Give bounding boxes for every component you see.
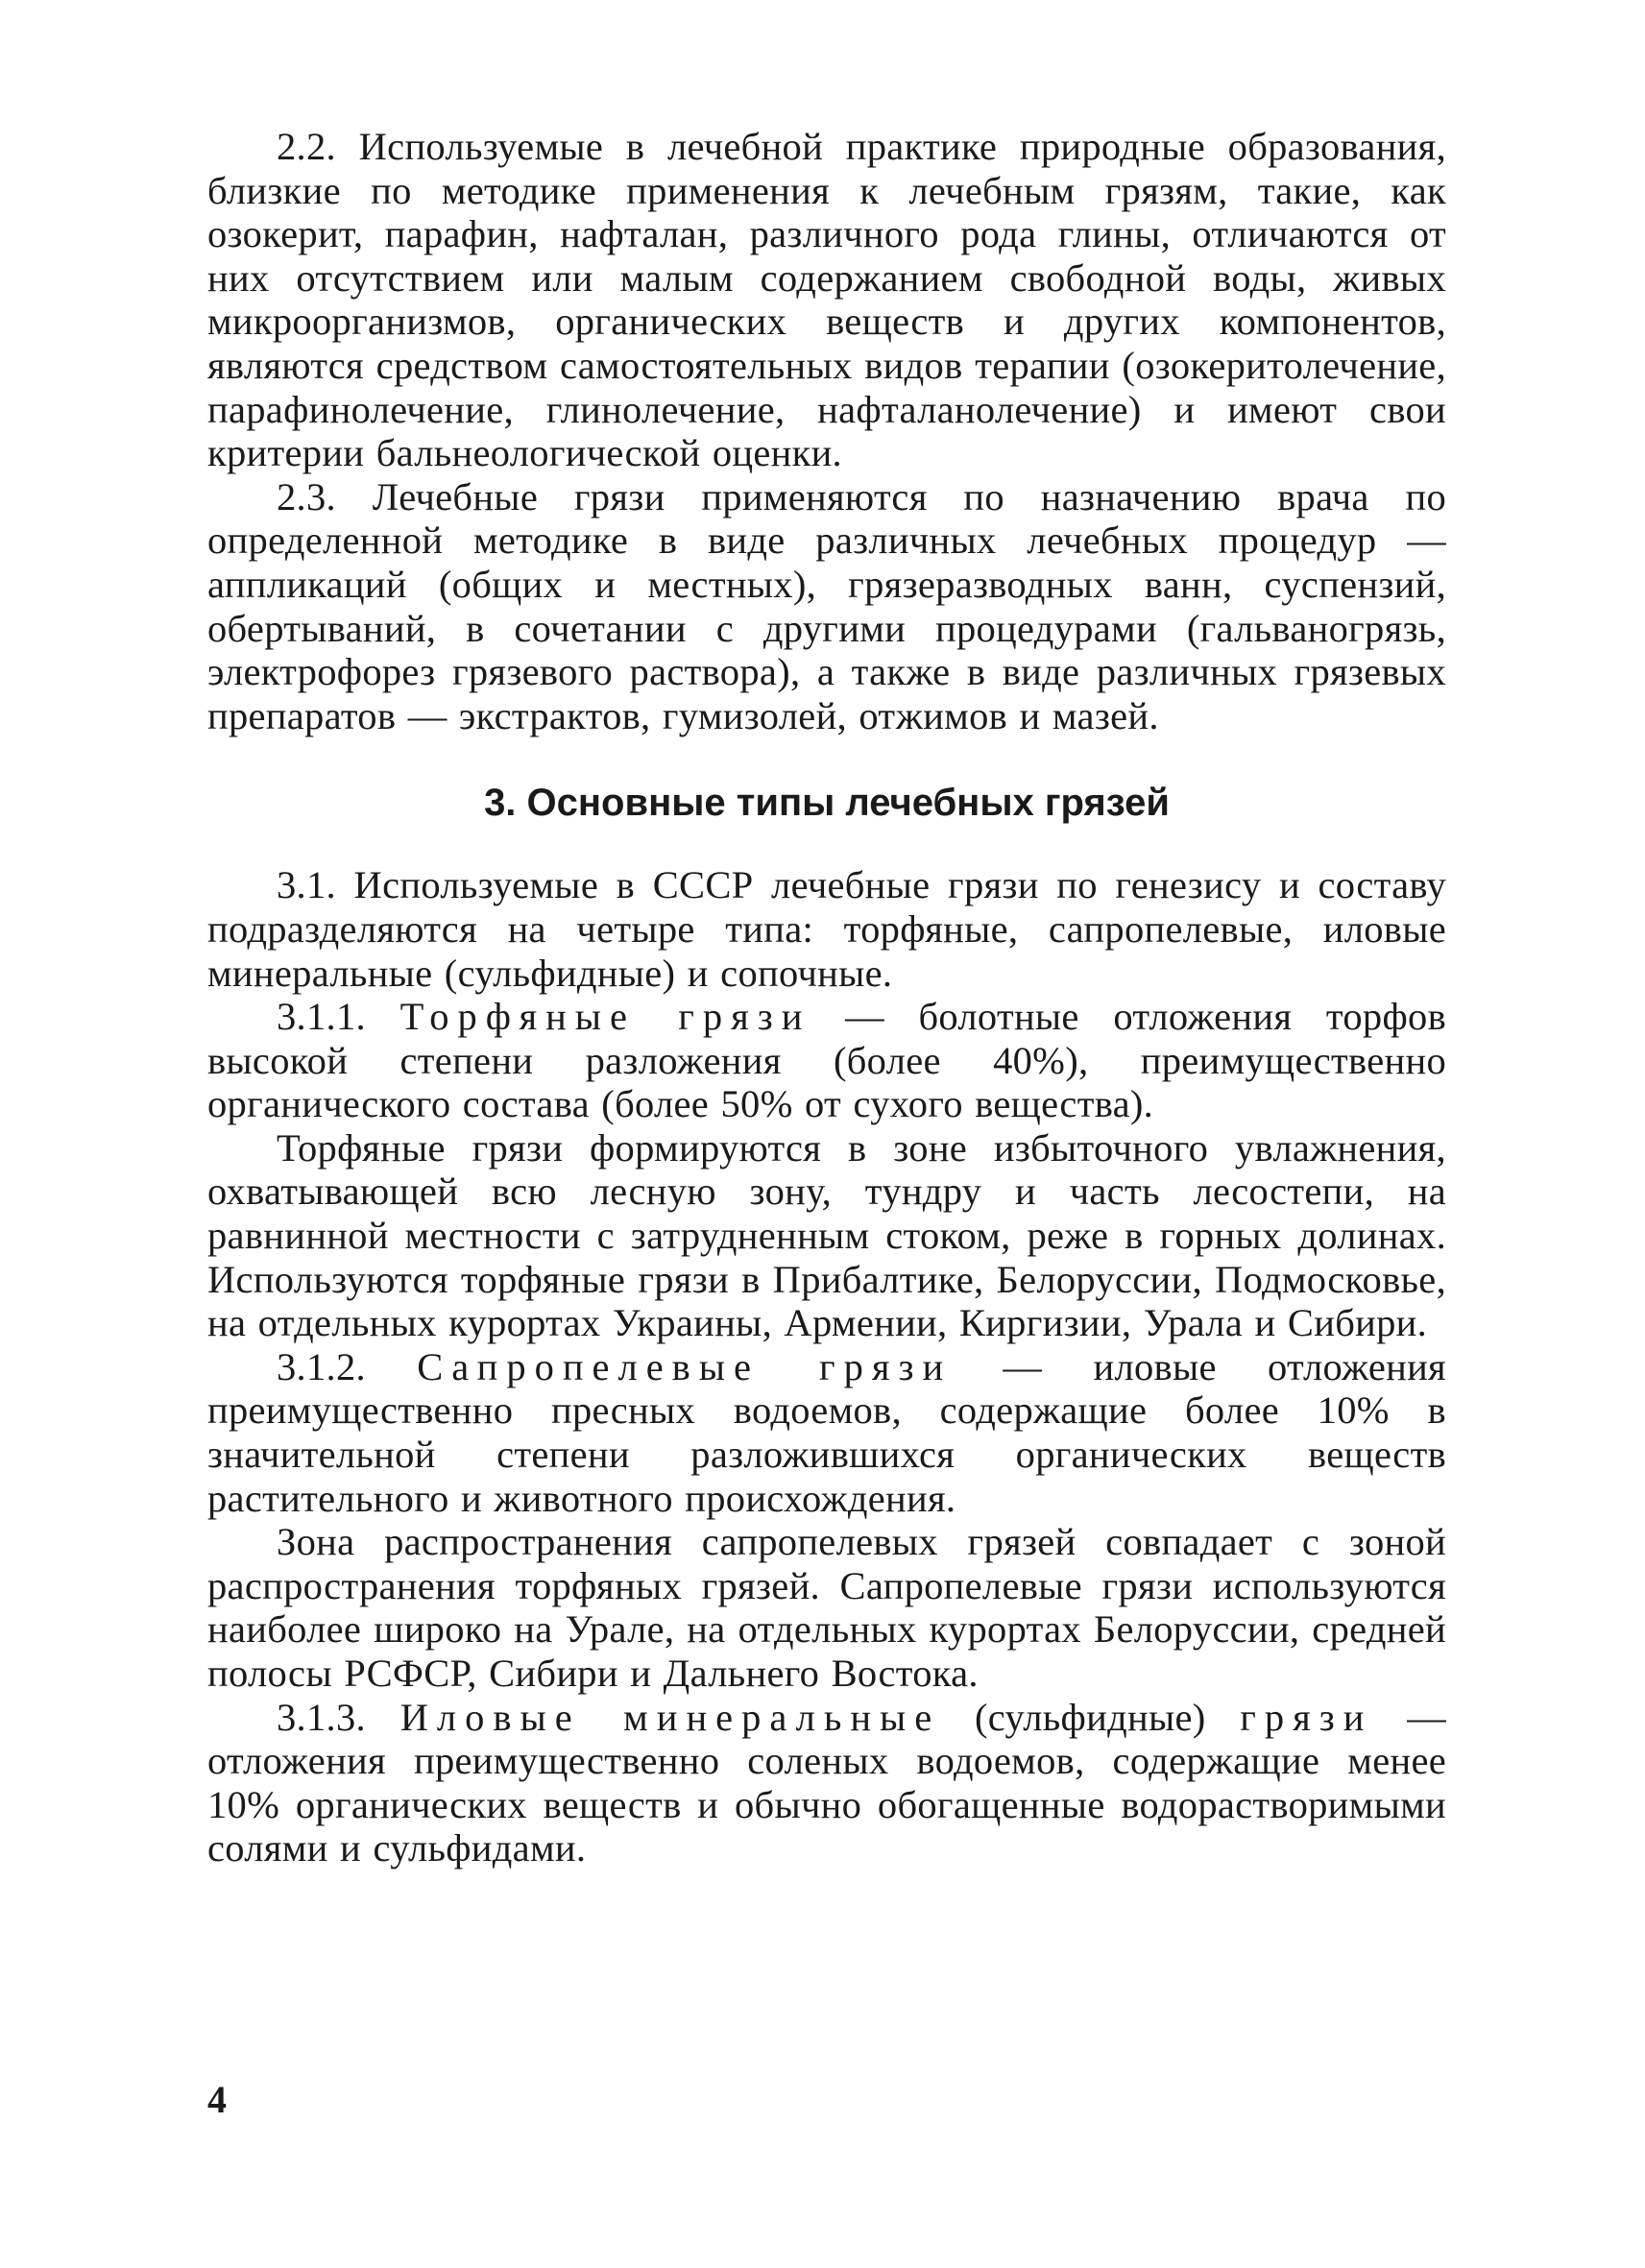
paragraph-text: — иловые отложения преимущественно пресных водоемов, содержащие более 10% в значительной степени разложившихся органических веществ растительного и животного происхождения. xyxy=(207,1344,1446,1520)
paragraph-peat: Торфяные грязи формируются в зоне избыточного увлажнения, охватывающей всю лесную зону, тундру и часть лесостепи, на равнинной местности с затрудненным стоком, реже в горных долинах. Используются торфяные грязи в Прибалтике, Белоруссии, Подмосковье, на отдельных курортах Украины, Армении, Киргизии, Урала и Сибири. xyxy=(207,1125,1446,1345)
paragraph-3-1-2 xyxy=(207,1345,1446,1520)
paragraph-2-3: 2.3. Лечебные грязи применяются по назначению врача по определенной методике в виде различных лечебных процедур — аппликаций (общих и местных), грязеразводных ванн, суспензий, обертываний, в сочетании с другими процедурами (гальваногрязь, электрофорез грязевого раствора), а также в виде различных грязевых препаратов — экстрактов, гумизолей, отжимов и мазей. xyxy=(207,474,1446,737)
paragraph-text: — болотные отложения торфов высокой степени разложения (более 40%), преимущественно органического состава (более 50% от сухого вещества). xyxy=(207,995,1446,1126)
paragraph-number: 3.1.2. xyxy=(277,1344,366,1388)
spaced-term: Сапропелевые грязи xyxy=(417,1344,953,1388)
paragraph-3-1-1 xyxy=(207,995,1446,1126)
spaced-term: грязи xyxy=(1240,1695,1373,1739)
page-body xyxy=(207,125,1446,1870)
spaced-term: Иловые минеральные xyxy=(399,1695,941,1739)
paragraph-3-1: 3.1. Используемые в СССР лечебные грязи по генезису и составу подразделяются на четыре типа: торфяные, сапропелевые, иловые минеральные (сульфидные) и сопочные. xyxy=(207,863,1446,995)
paragraph-2-2: 2.2. Используемые в лечебной практике природные образования, близкие по методике применения к лечебным грязям, такие, как озокерит, парафин, нафталан, различного рода глины, отличаются от них отсутствием или малым содержанием свободной воды, живых микроорганизмов, органических веществ и других компонентов, являются средством самостоятельных видов терапии (озокеритолечение, парафинолечение, глинолечение, нафталанолечение) и имеют свои критерии бальнеологической оценки. xyxy=(207,125,1446,475)
section-heading: 3. Основные типы лечебных грязей xyxy=(484,782,1170,825)
paragraph-sapropel: Зона распространения сапропелевых грязей совпадает с зоной распространения торфяных грязей. Сапропелевые грязи используются наиболее широко на Урале, на отдельных курортах Белоруссии, средней полосы РСФСР, Сибири и Дальнего Востока. xyxy=(207,1520,1446,1695)
text-block-bottom xyxy=(207,863,1446,1870)
paragraph-number: 3.1.3. xyxy=(277,1695,366,1739)
paragraph-3-1-3 xyxy=(207,1696,1446,1870)
page-number: 4 xyxy=(207,2078,227,2121)
paragraph-text: (сульфидные) xyxy=(940,1695,1241,1739)
paragraph-text: — отложения преимущественно соленых водоемов, содержащие менее 10% органических веществ и обычно обогащенные водорастворимыми солями и сульфидами. xyxy=(207,1695,1446,1870)
text-block-top xyxy=(207,125,1446,737)
spaced-term: Торфяные грязи xyxy=(399,995,811,1039)
paragraph-number: 3.1.1. xyxy=(277,995,366,1039)
